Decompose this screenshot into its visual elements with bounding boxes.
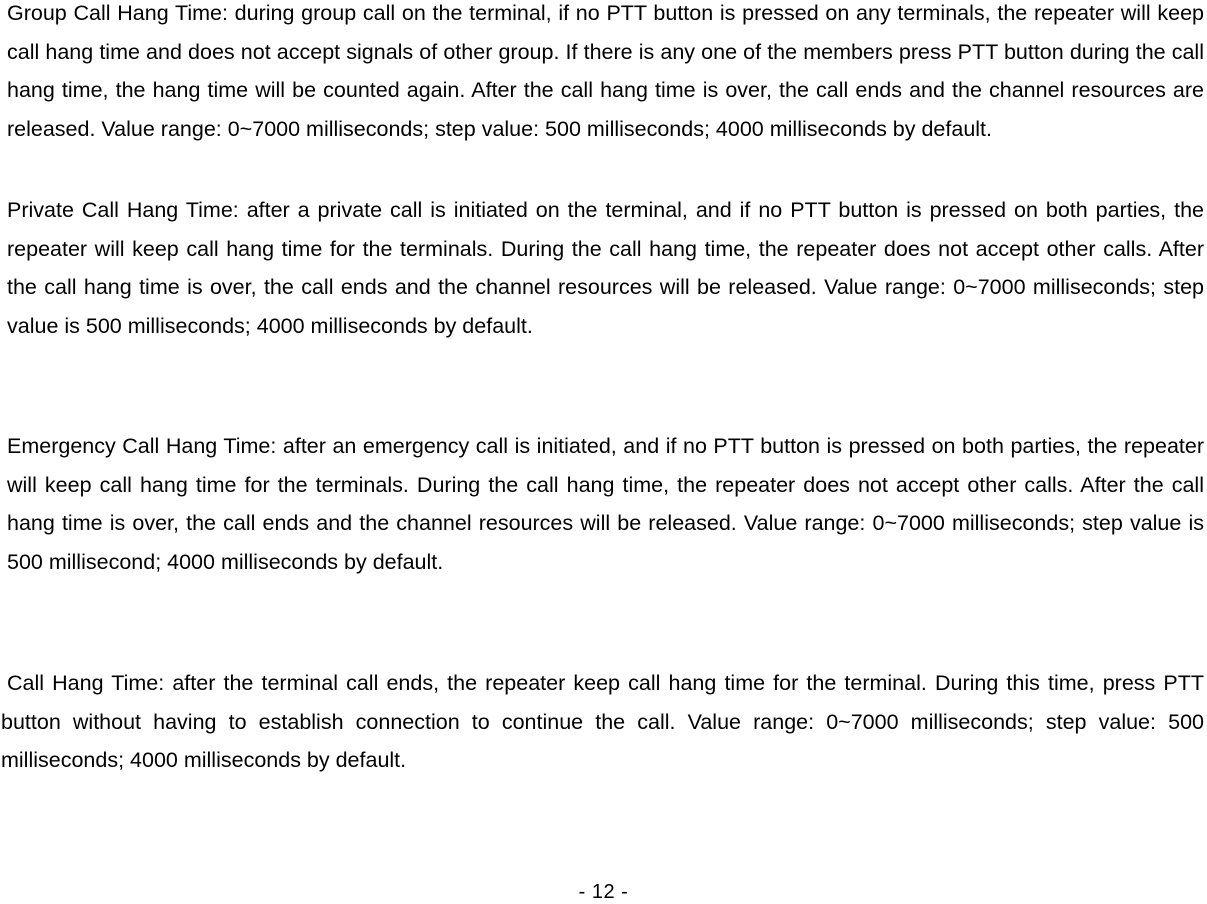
emergency-call-hang-time-paragraph: Emergency Call Hang Time: after an emergency call is initiated, and if no PTT button is pressed on both parties, the repeater will keep call hang time for the terminals. During the call hang time, the repeater does not accept other calls. After the call hang time is over, the call ends and the channel resources will be released. Value range: 0~7000 milliseconds; step value is 500 millisecond; 4000 milliseconds by default. [7,434,1204,574]
group-call-hang-time-paragraph: Group Call Hang Time: during group call on the terminal, if no PTT button is pressed on any terminals, the repeater will keep call hang time and does not accept signals of other group. If there is any one of the members press PTT button during the call hang time, the hang time will be counted again. After the call hang time is over, the call ends and the channel resources are released. Value range: 0~7000 milliseconds; step value: 500 milliseconds; 4000 milliseconds by default. [7,1,1204,141]
private-call-hang-time-paragraph: Private Call Hang Time: after a private call is initiated on the terminal, and if no PTT button is pressed on both parties, the repeater will keep call hang time for the terminals. During the call hang time, the repeater does not accept other calls. After the call hang time is over, the call ends and the channel resources will be released. Value range: 0~7000 milliseconds; step value is 500 milliseconds; 4000 milliseconds by default. [7,198,1204,338]
page-number: - 12 - [578,881,629,903]
call-hang-time-paragraph: Call Hang Time: after the terminal call ends, the repeater keep call hang time for the terminal. During this time, press PTT button without having to establish connection to continue the call. Value range: 0~7000 milliseconds; step value: 500 milliseconds; 4000 milliseconds by default. [1,671,1204,773]
